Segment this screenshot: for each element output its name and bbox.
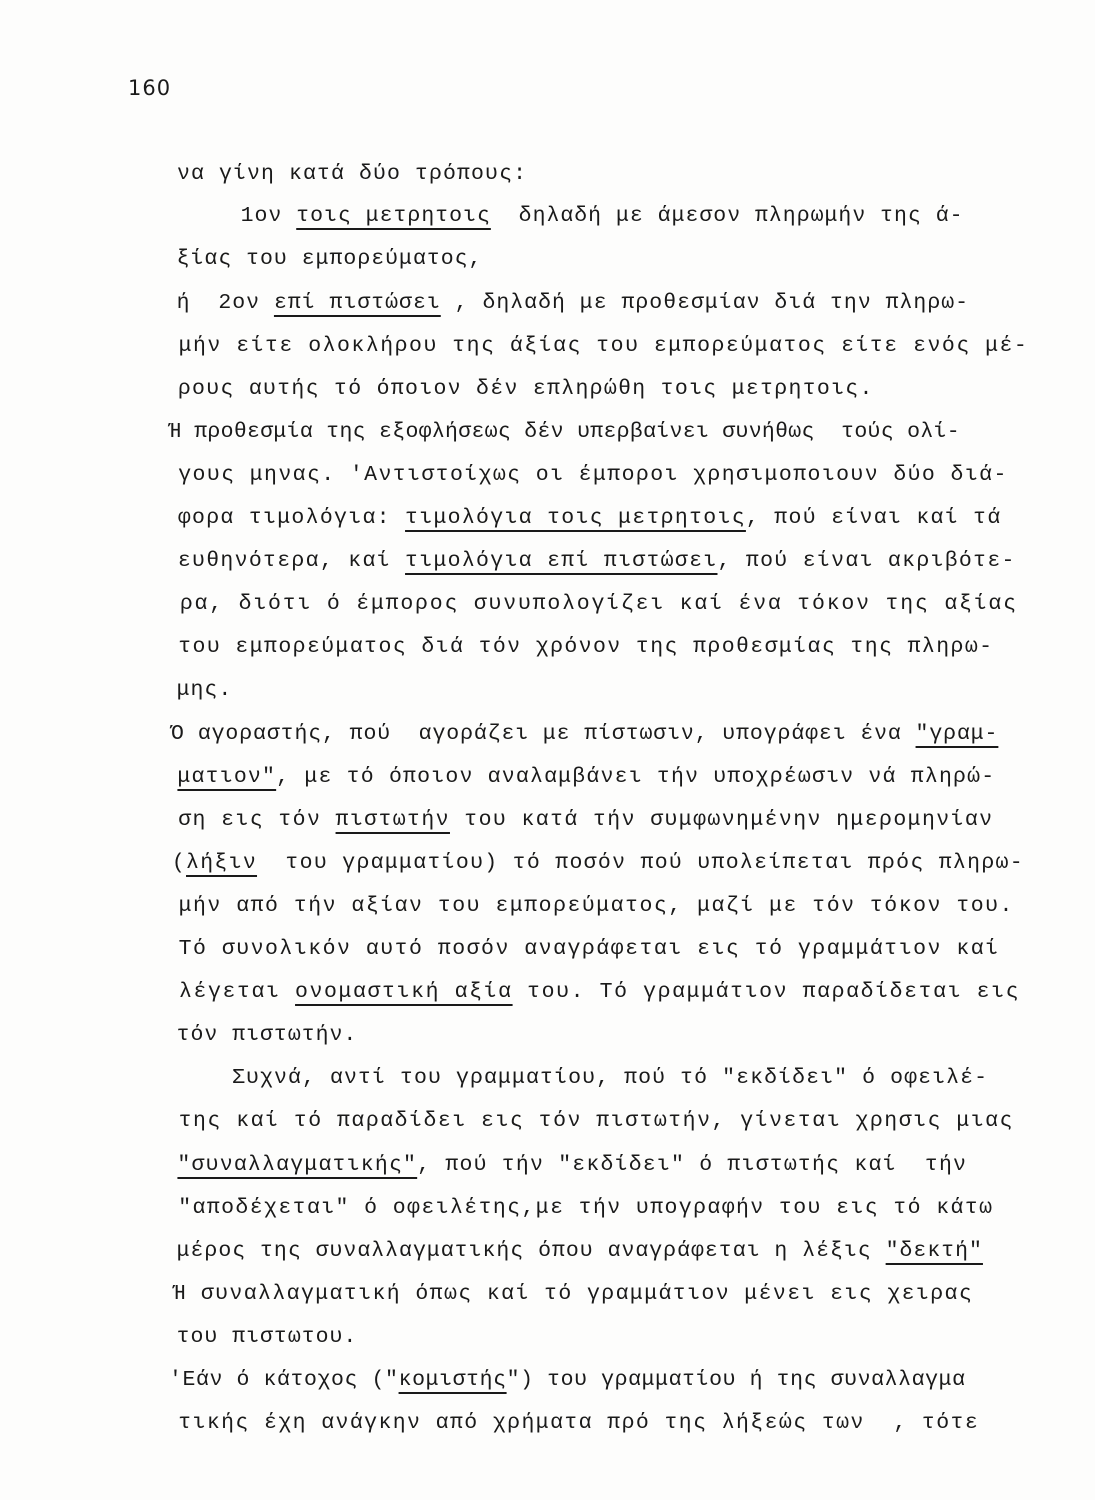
- underlined-term: ματιον": [177, 764, 277, 789]
- text-line: Ό αγοραστής, πού αγοράζει με πίστωσιν, υπογράφει ένα "γραμ-: [170, 721, 999, 746]
- text-line: μήν είτε ολοκλήρου της άξίας του εμπορεύματος είτε ενός μέ-: [178, 333, 1029, 358]
- text-line: φορα τιμολόγια: τιμολόγια τοις μετρητοις, πού είναι καί τά: [177, 505, 1002, 530]
- text-line: ρους αυτής τό όποιον δέν επληρώθη τοις μετρητοις.: [177, 376, 874, 401]
- underlined-term: λήξιν: [186, 850, 258, 875]
- underlined-term: τιμολόγια επί πιστώσει: [405, 548, 718, 573]
- text-line: του εμπορεύματος διά τόν χρόνον της προθεσμίας της πληρω-: [178, 634, 994, 659]
- page-number: 160: [128, 76, 172, 100]
- text-line: "συναλλαγματικής", πού τήν "εκδίδει" ό πιστωτής καί τήν: [177, 1152, 968, 1177]
- text-line: μήν από τήν αξίαν του εμπορεύματος, μαζί με τόν τόκον του.: [178, 893, 1014, 918]
- text-line: ξίας του εμπορεύματος,: [176, 246, 483, 271]
- text-line: ση εις τόν πιστωτήν του κατά τήν συμφωνημένην ημερομηνίαν: [178, 807, 994, 832]
- text-line: 'Εάν ό κάτοχος ("κομιστής") του γραμματίου ή της συναλλαγμα: [169, 1367, 966, 1392]
- text-line: να γίνη κατά δύο τρόπους:: [177, 161, 528, 186]
- underlined-term: κομιστής: [398, 1367, 507, 1392]
- text-line: Τό συνολικόν αυτό ποσόν αναγράφεται εις τό γραμμάτιον καί: [178, 936, 1000, 961]
- underlined-term: επί πιστώσει: [273, 290, 441, 315]
- text-line: λέγεται ονομαστική αξία του. Τό γραμμάτιον παραδίδεται εις: [179, 979, 1021, 1004]
- underlined-term: "γραμ-: [915, 721, 999, 746]
- text-line: μέρος της συναλλαγματικής όπου αναγράφεται η λέξις "δεκτή": [176, 1238, 983, 1263]
- text-line: μης.: [176, 677, 233, 702]
- text-line: "αποδέχεται" ό οφειλέτης,με τήν υπογραφήν του εις τό κάτω: [178, 1195, 994, 1220]
- text-line: ματιον", με τό όποιον αναλαμβάνει τήν υποχρέωσιν νά πληρώ-: [177, 764, 996, 789]
- underlined-term: "δεκτή": [885, 1238, 983, 1263]
- text-line: ρα, διότι ό έμπορος συνυπολογίζει καί ένα τόκον της αξίας: [179, 591, 1018, 616]
- underlined-term: "συναλλαγματικής": [177, 1152, 418, 1177]
- text-line: ή 2ον επί πιστώσει , δηλαδή με προθεσμίαν διά την πληρω-: [176, 290, 970, 315]
- text-line: γους μηνας. 'Αντιστοίχως οι έμποροι χρησιμοποιουν δύο διά-: [178, 462, 1008, 487]
- text-line: (λήξιν του γραμματίου) τό ποσόν πού υπολείπεται πρός πληρω-: [171, 850, 1024, 875]
- text-line: Συχνά, αντί του γραμματίου, πού τό "εκδίδει" ό οφειλέ-: [232, 1065, 989, 1090]
- text-line: της καί τό παραδίδει εις τόν πιστωτήν, γίνεται χρησις μιας: [178, 1108, 1014, 1133]
- underlined-term: πιστωτήν: [335, 807, 450, 832]
- text-line: τικής έχη ανάγκην από χρήματα πρό της λήξεώς των , τότε: [178, 1410, 980, 1435]
- text-line: Ή προθεσμία της εξοφλήσεως δέν υπερβαίνει συνήθως τούς ολί-: [167, 419, 960, 444]
- underlined-term: τιμολόγια τοις μετρητοις: [405, 505, 746, 530]
- text-line: τόν πιστωτήν.: [176, 1022, 358, 1047]
- text-line: ευθηνότερα, καί τιμολόγια επί πιστώσει, πού είναι ακριβότε-: [177, 548, 1016, 573]
- underlined-term: τοις μετρητοις: [296, 203, 491, 228]
- underlined-term: ονομαστική αξία: [295, 979, 513, 1004]
- text-line: 1ον τοις μετρητοις δηλαδή με άμεσον πληρωμήν της ά-: [240, 203, 964, 228]
- text-line: του πιστωτου.: [176, 1324, 358, 1349]
- text-line: Ή συναλλαγματική όπως καί τό γραμμάτιον μένει εις χειρας: [172, 1281, 974, 1306]
